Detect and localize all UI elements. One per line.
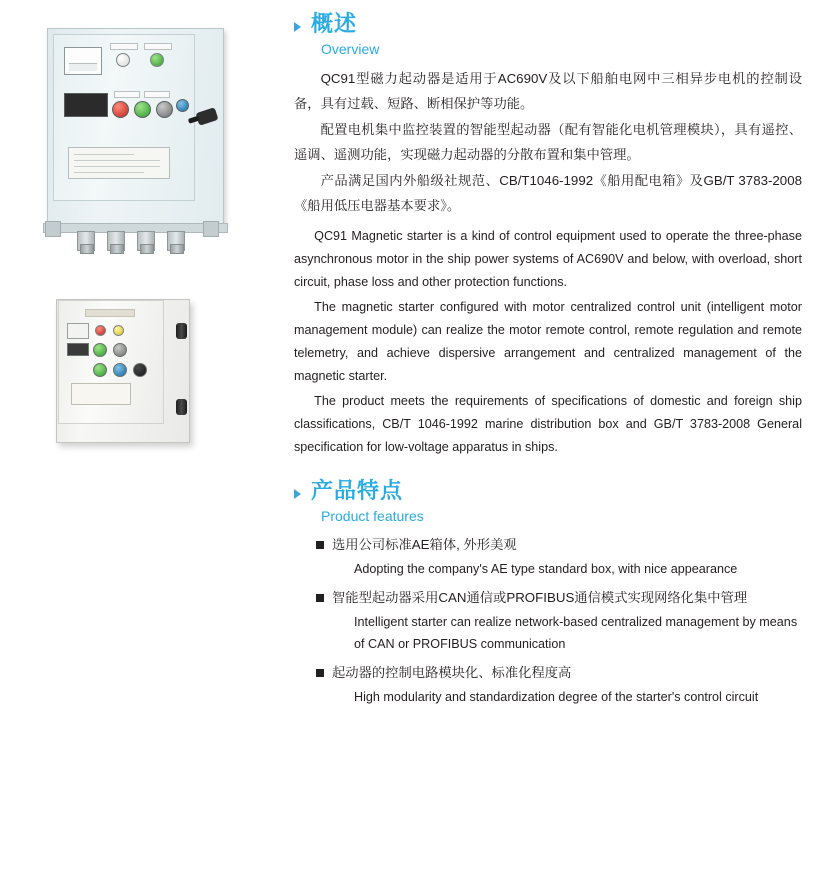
push-button-red — [112, 101, 129, 118]
square-bullet-icon — [316, 669, 324, 677]
product-image-column — [0, 0, 288, 869]
product-text-column — [288, 0, 830, 869]
wall-box-nameplate — [71, 383, 131, 405]
nameplate-strip — [85, 309, 135, 317]
triangle-bullet-icon — [294, 489, 301, 499]
push-button-green — [93, 343, 107, 357]
button-label-3 — [114, 91, 140, 98]
feature-text-cn: 智能型起动器采用CAN通信或PROFIBUS通信模式实现网络化集中管理 — [332, 590, 748, 605]
feature-item — [294, 586, 802, 655]
overview-heading — [294, 10, 802, 38]
feature-cn-row — [294, 586, 802, 610]
feature-text-en: High modularity and standardization degree of the starter's control circuit — [354, 690, 759, 704]
cable-gland-1 — [77, 231, 95, 251]
feature-text-en: Adopting the company's AE type standard box, with nice appearance — [354, 562, 738, 576]
indicator-lamp-green — [150, 53, 164, 67]
push-button-grey — [113, 343, 127, 357]
feature-item — [294, 533, 802, 580]
button-label-4 — [144, 91, 170, 98]
overview-paragraph-en-1: QC91 Magnetic starter is a kind of control equipment used to operate the three-phase asynchronous motor in the ship power systems of AC690V and below, with overload, short circuit, phase loss and other protection functions. — [294, 229, 802, 289]
meter-display — [67, 323, 89, 339]
overview-title-en: Overview — [321, 41, 380, 57]
panel-door — [53, 34, 195, 201]
feature-text-cn: 选用公司标准AE箱体, 外形美观 — [332, 537, 517, 552]
overview-paragraph-en-3: The product meets the requirements of specifications of domestic and foreign ship classifications, CB/T 1046-1992 marine distribution box and GB/T 3783-2008 General specification for low-voltage apparatus in ships. — [294, 394, 802, 454]
section-overview — [294, 10, 802, 459]
panel-base — [43, 223, 228, 233]
overview-paragraph-cn-1: QC91型磁力起动器是适用于AC690V及以下船舶电网中三相异步电机的控制设备，具有过载、短路、断相保护等功能。 — [294, 71, 802, 111]
wall-box-door — [58, 300, 164, 424]
product-photo-white-panel — [48, 291, 208, 471]
push-button-grey — [156, 101, 173, 118]
push-button-green — [134, 101, 151, 118]
cable-gland-4 — [167, 231, 185, 251]
indicator-lamp-red — [95, 325, 106, 336]
feature-text-cn: 起动器的控制电路模块化、标准化程度高 — [332, 665, 572, 680]
product-photo-blue-panel — [35, 18, 240, 253]
cable-gland-2 — [107, 231, 125, 251]
features-heading — [294, 477, 802, 505]
triangle-bullet-icon — [294, 22, 301, 32]
feature-cn-row — [294, 661, 802, 685]
digital-display — [67, 343, 89, 356]
indicator-lamp-yellow — [113, 325, 124, 336]
door-latch-bottom — [176, 399, 187, 415]
overview-paragraph-cn-3: 产品满足国内外船级社规范、CB/T1046-1992《船用配电箱》及GB/T 3783-2008《船用低压电器基本要求》。 — [294, 173, 802, 213]
square-bullet-icon — [316, 541, 324, 549]
square-bullet-icon — [316, 594, 324, 602]
button-label-2 — [144, 43, 172, 50]
display-screen — [64, 93, 108, 117]
feature-cn-row — [294, 533, 802, 557]
feature-text-en: Intelligent starter can realize network-based centralized management by means of CAN or PROFIBUS communication — [354, 615, 798, 651]
indicator-lamp-white — [116, 53, 130, 67]
indicator-lamp-blue — [176, 99, 189, 112]
push-button-green-2 — [93, 363, 107, 377]
overview-paragraph-en-2: The magnetic starter configured with motor centralized control unit (intelligent motor management module) can realize the motor remote control, remote regulation and remote telemetry, and achieve dispersive arrangement and centralized management of the magnetic starter. — [294, 300, 802, 383]
push-button-black — [133, 363, 147, 377]
features-title-en: Product features — [321, 508, 424, 524]
overview-paragraph-cn-2: 配置电机集中监控装置的智能型起动器（配有智能化电机管理模块），具有遥控、遥调、遥测功能，实现磁力起动器的分散布置和集中管理。 — [294, 122, 802, 162]
section-product-features — [294, 477, 802, 708]
nameplate — [68, 147, 170, 179]
mounting-foot-left — [45, 221, 61, 237]
feature-item — [294, 661, 802, 708]
door-latch-top — [176, 323, 187, 339]
features-title-cn: 产品特点 — [311, 478, 404, 503]
overview-title-cn: 概述 — [311, 11, 358, 36]
push-button-blue — [113, 363, 127, 377]
analog-meter — [64, 47, 102, 75]
button-label-1 — [110, 43, 138, 50]
cable-gland-3 — [137, 231, 155, 251]
mounting-foot-right — [203, 221, 219, 237]
